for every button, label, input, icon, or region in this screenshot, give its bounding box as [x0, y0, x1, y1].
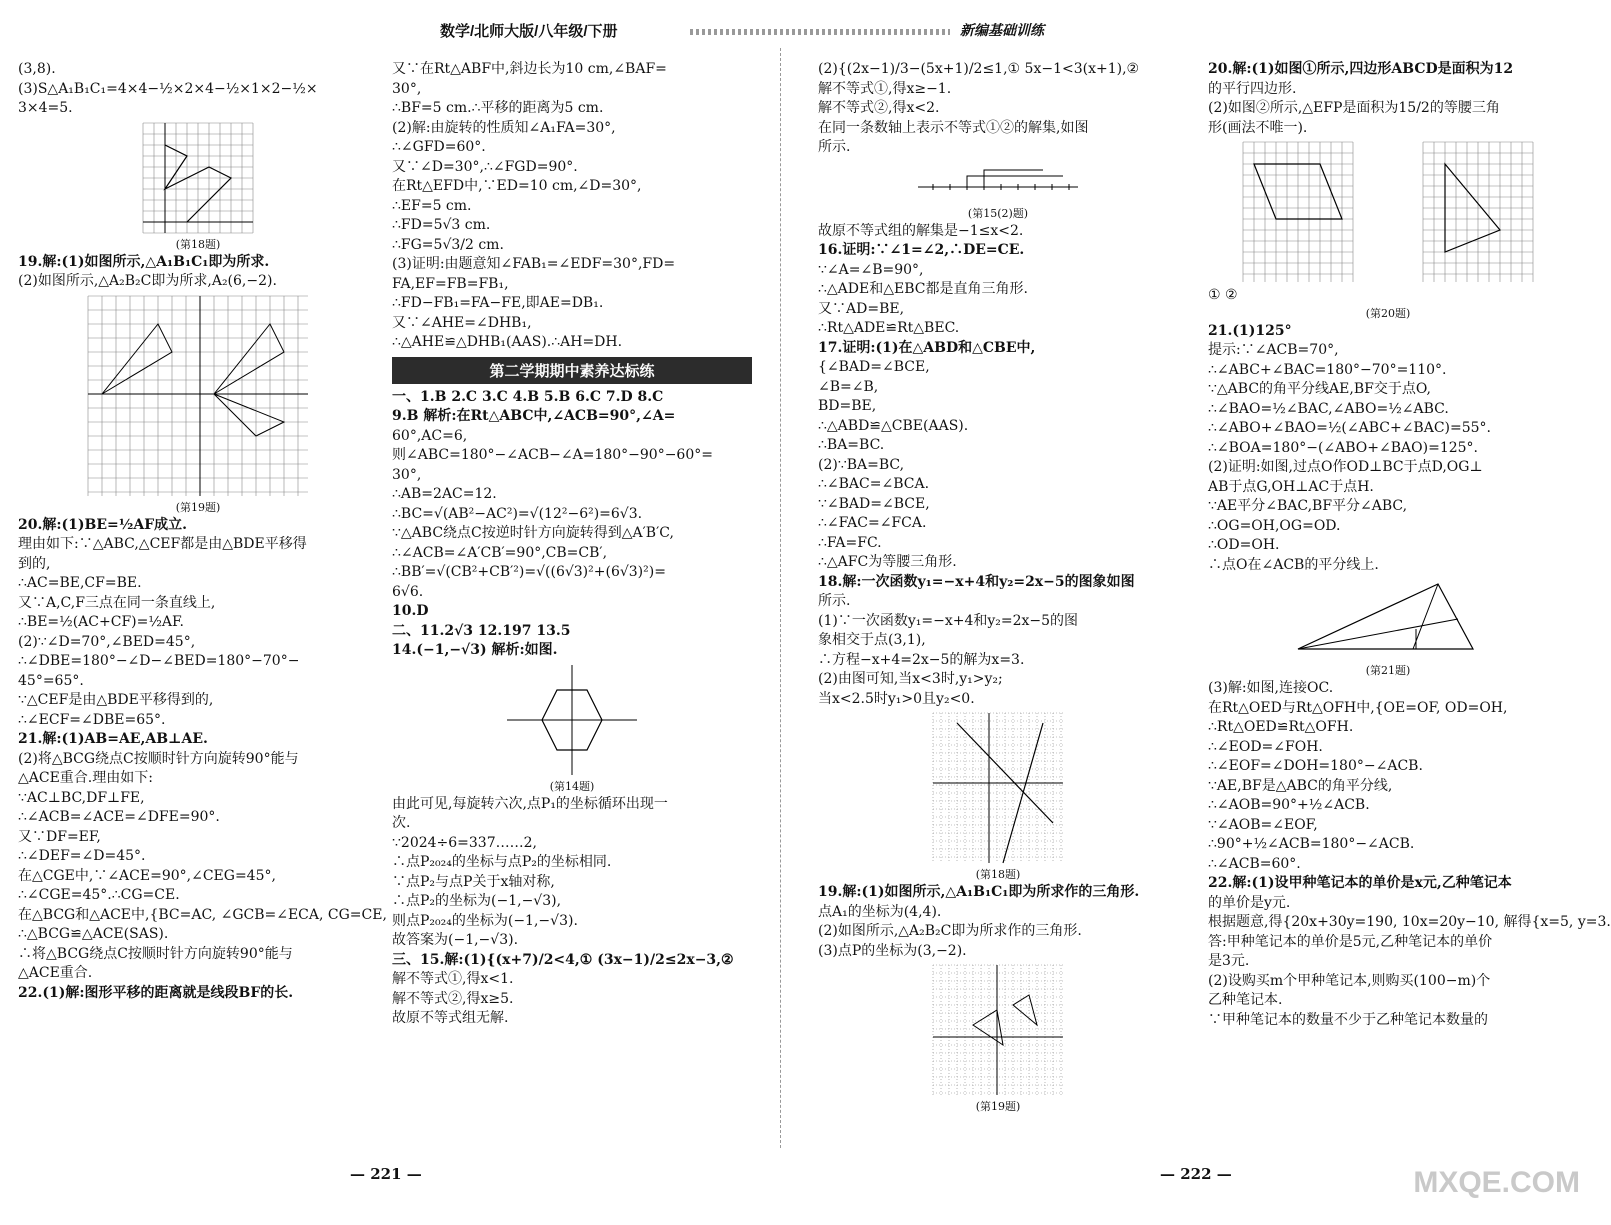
text-line: ∴∠EOD=∠FOH. — [1208, 738, 1323, 755]
text-line: 在Rt△OED与Rt△OFH中,{OE=OF, OD=OH, — [1208, 699, 1508, 716]
column-1 — [18, 60, 387, 1003]
text-line: ∴点P₂₀₂₄的坐标与点P₂的坐标相同. — [392, 854, 612, 870]
watermark: MXQE.COM — [1413, 1166, 1580, 1199]
text-line: (1)∵一次函数y₁=−x+4和y₂=2x−5的图 — [818, 612, 1079, 629]
figure-19-grid — [88, 296, 308, 496]
text-line: ∴∠ACB=∠A′CB′=90°,CB=CB′, — [392, 544, 608, 561]
text-line: ∴∠BAO=½∠BAC,∠ABO=½∠ABC. — [1208, 400, 1449, 417]
text-line: ∴∠BOA=180°−(∠ABO+∠BAO)=125°. — [1208, 439, 1478, 456]
text-line: (3,8). — [18, 61, 56, 77]
text-line: 到的, — [18, 555, 51, 572]
text-line: ∴将△BCG绕点C按顺时针方向旋转90°能与 — [18, 945, 293, 962]
text-line: ∴△BCG≌△ACE(SAS). — [18, 926, 169, 942]
figure-caption: (第18题) — [175, 237, 221, 251]
text-line: FA,EF=FB=FB₁, — [392, 275, 509, 292]
text-line: 故答案为(−1,−√3). — [392, 932, 519, 948]
text-line: ∴FG=5√3/2 cm. — [392, 236, 504, 253]
text-line: ∴Rt△ADE≌Rt△BEC. — [818, 320, 960, 336]
text-line: 又∵DF=EF, — [18, 828, 101, 845]
text-line: 点A₁的坐标为(4,4). — [818, 903, 942, 920]
text-line: △ACE重合. — [18, 965, 93, 981]
text-line: 6√6. — [392, 583, 424, 600]
column-4 — [1208, 60, 1611, 1030]
text-line: 二、11.2√3 12.197 13.5 — [392, 622, 571, 639]
text-line: ∴∠CGE=45°.∴CG=CE. — [18, 887, 180, 903]
column-3 — [818, 60, 1178, 1115]
brand-title: 新编基础训练 — [960, 24, 1044, 39]
text-line: ∴△ADE和△EBC都是直角三角形. — [818, 281, 1028, 297]
text-line: ∴∠EOF=∠DOH=180°−∠ACB. — [1208, 758, 1423, 774]
text-line: ∴FA=FC. — [818, 534, 882, 551]
text-line: ∴△AHE≌△DHB₁(AAS).∴AH=DH. — [392, 334, 623, 350]
text-line: ∴BF=5 cm.∴平移的距离为5 cm. — [392, 100, 604, 116]
text-line: 60°,AC=6, — [392, 427, 468, 444]
text-line: 当x<2.5时y₁>0且y₂<0. — [818, 690, 975, 707]
text-line: ∴BC=√(AB²−AC²)=√(12²−6²)=6√3. — [392, 505, 643, 522]
text-line: 在Rt△EFD中,∵ED=10 cm,∠D=30°, — [392, 178, 642, 194]
text-line: (2){(2x−1)/3−(5x+1)/2≤1,① 5x−1<3(x+1),② — [818, 61, 1140, 77]
text-line: BD=BE, — [818, 398, 877, 414]
text-line: ∴∠AOB=90°+½∠ACB. — [1208, 797, 1370, 813]
text-line: ∴Rt△OED≌Rt△OFH. — [1208, 719, 1354, 735]
text-line: ∵∠A=∠B=90°, — [818, 261, 924, 278]
text-line: ∴FD=5√3 cm. — [392, 217, 491, 233]
text-line: (3)证明:由题意知∠FAB₁=∠EDF=30°,FD= — [392, 256, 676, 272]
text-line: ∵AC⊥BC,DF⊥FE, — [18, 789, 145, 806]
page-header — [440, 20, 1080, 42]
text-line: 21.解:(1)AB=AE,AB⊥AE. — [18, 731, 208, 747]
figure-caption: (第21题) — [1365, 664, 1411, 677]
text-line: 20.解:(1)如图①所示,四边形ABCD是面积为12 — [1208, 61, 1514, 77]
text-line: ① ② — [1208, 287, 1238, 303]
text-line: 10.D — [392, 603, 429, 619]
page-number-right: — 222 — — [1160, 1165, 1232, 1183]
text-line: (2)将△BCG绕点C按顺时针方向旋转90°能与 — [18, 750, 299, 767]
text-line: 提示:∵∠ACB=70°, — [1208, 342, 1339, 358]
text-line: ∵∠AOB=∠EOF, — [1208, 816, 1318, 833]
text-line: 由此可见,每旋转六次,点P₁的坐标循环出现一 — [392, 795, 668, 812]
text-line: ∴AB=2AC=12. — [392, 486, 497, 502]
text-line: ∵∠BAD=∠BCE, — [818, 495, 930, 512]
page-divider — [780, 48, 781, 1148]
text-line: ∴△ABD≌△CBE(AAS). — [818, 417, 969, 434]
text-line: (3)解:如图,连接OC. — [1208, 680, 1334, 696]
text-line: ∴AC=BE,CF=BE. — [18, 575, 142, 591]
text-line: (2)证明:如图,过点O作OD⊥BC于点D,OG⊥ — [1208, 459, 1483, 475]
column-2 — [392, 60, 752, 1029]
text-line: 的单价是y元. — [1208, 894, 1291, 911]
text-line: ∴∠ACB=60°. — [1208, 855, 1301, 872]
text-line: ∵△ABC绕点C按逆时针方向旋转得到△A′B′C, — [392, 525, 674, 541]
text-line: 30°, — [392, 80, 422, 97]
text-line: 解不等式②,得x≥5. — [392, 990, 514, 1007]
series-title: 数学/北师大版/八年级/下册 — [440, 23, 618, 40]
text-line: ∴BE=½(AC+CF)=½AF. — [18, 614, 185, 630]
text-line: 在同一条数轴上表示不等式①②的解集,如图 — [818, 119, 1089, 136]
text-line: 14.(−1,−√3) 解析:如图. — [392, 642, 558, 658]
text-line: 16.证明:∵∠1=∠2,∴DE=CE. — [818, 242, 1025, 258]
text-line: 象相交于点(3,1), — [818, 632, 926, 648]
text-line: 解不等式①,得x<1. — [392, 971, 514, 987]
text-line: 答:甲种笔记本的单价是5元,乙种笔记本的单价 — [1208, 933, 1493, 950]
text-line: (2)如图②所示,△EFP是面积为15/2的等腰三角 — [1208, 100, 1500, 116]
figure-caption: (第14题) — [549, 779, 595, 793]
text-line: 9.B 解析:在Rt△ABC中,∠ACB=90°,∠A= — [392, 408, 676, 424]
text-line: ∴∠ACB=∠ACE=∠DFE=90°. — [18, 809, 220, 825]
text-line: 所示. — [818, 593, 851, 609]
text-line: ∴EF=5 cm. — [392, 197, 472, 214]
figure-caption: (第20题) — [1365, 306, 1411, 320]
text-line: ∵AE,BF是△ABC的角平分线, — [1208, 777, 1393, 794]
text-line: 则点P₂₀₂₄的坐标为(−1,−√3). — [392, 912, 578, 929]
text-line: (3)点P的坐标为(3,−2). — [818, 942, 967, 959]
figure-caption: (第18题) — [975, 868, 1021, 881]
text-line: 解不等式①,得x≥−1. — [818, 80, 952, 97]
text-line: 又∵∠D=30°,∴∠FGD=90°. — [392, 158, 578, 175]
text-line: 的平行四边形. — [1208, 80, 1297, 97]
text-line: 19.解:(1)如图所示,△A₁B₁C₁即为所求. — [18, 253, 270, 270]
figure-18-function-graph — [933, 713, 1063, 863]
text-line: 故原不等式组无解. — [392, 1010, 509, 1026]
text-line: 故原不等式组的解集是−1≤x<2. — [818, 222, 1024, 239]
text-line: 又∵AD=BE, — [818, 300, 905, 317]
text-line: 20.解:(1)BE=½AF成立. — [18, 516, 188, 533]
page-number-left: — 221 — — [350, 1165, 422, 1183]
header-dots — [690, 29, 950, 35]
text-line: (2)如图所示,△A₂B₂C即为所求作的三角形. — [818, 923, 1082, 939]
figure-caption: (第15(2)题) — [967, 206, 1029, 220]
text-line: 17.证明:(1)在△ABD和△CBE中, — [818, 339, 1036, 356]
text-line: ∴∠DEF=∠D=45°. — [18, 848, 146, 864]
text-line: ∴OD=OH. — [1208, 537, 1280, 553]
figure-caption: (第19题) — [175, 500, 221, 514]
text-line: 45°=65°. — [18, 672, 84, 689]
figure-14-hexagon — [507, 665, 637, 775]
figure-19-coordinate-grid — [933, 965, 1063, 1095]
figure-20-grid-1 — [1243, 142, 1353, 282]
text-line: ∴点P₂的坐标为(−1,−√3), — [392, 893, 562, 909]
text-line: (3)S△A₁B₁C₁=4×4−½×2×4−½×1×2−½× — [18, 80, 318, 97]
text-line: 理由如下:∵△ABC,△CEF都是由△BDE平移得 — [18, 536, 307, 552]
text-line: ∴方程−x+4=2x−5的解为x=3. — [818, 651, 1025, 668]
text-line: 形(画法不唯一). — [1208, 119, 1308, 136]
text-line: ∴∠BAC=∠BCA. — [818, 476, 930, 492]
text-line: 是3元. — [1208, 953, 1250, 969]
figure-20-grid-2 — [1423, 142, 1533, 282]
text-line: ∠B=∠B, — [818, 378, 879, 395]
text-line: ∴△AFC为等腰三角形. — [818, 554, 957, 570]
text-line: 19.解:(1)如图所示,△A₁B₁C₁即为所求作的三角形. — [818, 884, 1140, 900]
text-line: ∵甲种笔记本的数量不少于乙种笔记本数量的 — [1208, 1011, 1488, 1028]
text-line: (2)设购买m个甲种笔记本,则购买(100−m)个 — [1208, 972, 1491, 989]
text-line: {∠BAD=∠BCE, — [818, 359, 930, 375]
text-line: 根据题意,得{20x+30y=190, 10x=20y−10, 解得{x=5, y=3. — [1208, 914, 1611, 930]
text-line: 在△BCG和△ACE中,{BC=AC, ∠GCB=∠ECA, CG=CE, — [18, 906, 387, 923]
section-banner: 第二学期期中素养达标练 — [392, 357, 752, 384]
text-line: (2)如图所示,△A₂B₂C即为所求,A₂(6,−2). — [18, 273, 277, 289]
text-line: (2)由图可知,当x<3时,y₁>y₂; — [818, 671, 1003, 687]
text-line: ∵△ABC的角平分线AE,BF交于点O, — [1208, 381, 1431, 397]
text-line: (2)解:由旋转的性质知∠A₁FA=30°, — [392, 119, 616, 136]
text-line: ∴∠FAC=∠FCA. — [818, 515, 927, 531]
figure-caption: (第19题) — [975, 1100, 1021, 1113]
figure-20-pair — [1208, 138, 1568, 286]
text-line: ∵△CEF是由△BDE平移得到的, — [18, 692, 214, 708]
text-line: ∴∠ABO+∠BAO=½(∠ABC+∠BAC)=55°. — [1208, 420, 1492, 436]
text-line: 又∵∠AHE=∠DHB₁, — [392, 314, 532, 331]
figure-21-triangle — [1288, 579, 1488, 659]
text-line: 一、1.B 2.C 3.C 4.B 5.B 6.C 7.D 8.C — [392, 388, 664, 405]
text-line: △ACE重合.理由如下: — [18, 770, 153, 786]
figure-18-grid — [143, 123, 253, 233]
text-line: ∴∠ECF=∠DBE=65°. — [18, 711, 166, 728]
text-line: AB于点G,OH⊥AC于点H. — [1208, 478, 1374, 495]
text-line: 所示. — [818, 139, 851, 155]
text-line: 3×4=5. — [18, 100, 73, 116]
text-line: 乙种笔记本. — [1208, 992, 1283, 1008]
text-line: 又∵在Rt△ABF中,斜边长为10 cm,∠BAF= — [392, 61, 667, 77]
text-line: 18.解:一次函数y₁=−x+4和y₂=2x−5的图象如图 — [818, 573, 1135, 590]
text-line: ∴∠GFD=60°. — [392, 139, 486, 155]
text-line: ∴BA=BC. — [818, 437, 885, 453]
number-line-figure — [913, 162, 1083, 202]
text-line: (2)∵∠D=70°,∠BED=45°, — [18, 633, 196, 650]
text-line: 次. — [392, 815, 411, 831]
text-line: 22.解:(1)设甲种笔记本的单价是x元,乙种笔记本 — [1208, 875, 1512, 891]
text-line: 又∵A,C,F三点在同一条直线上, — [18, 594, 216, 611]
text-line: 则∠ABC=180°−∠ACB−∠A=180°−90°−60°= — [392, 447, 713, 463]
text-line: ∵点P₂与点P关于x轴对称, — [392, 873, 555, 890]
text-line: 30°, — [392, 466, 422, 483]
text-line: ∴90°+½∠ACB=180°−∠ACB. — [1208, 836, 1415, 852]
text-line: 21.(1)125° — [1208, 322, 1292, 339]
text-line: ∴BB′=√(CB²+CB′²)=√((6√3)²+(6√3)²)= — [392, 564, 666, 580]
text-line: 解不等式②,得x<2. — [818, 100, 940, 116]
text-line: (2)∵BA=BC, — [818, 456, 905, 473]
text-line: ∴FD−FB₁=FA−FE,即AE=DB₁. — [392, 295, 604, 311]
text-line: 22.(1)解:图形平移的距离就是线段BF的长. — [18, 984, 294, 1001]
text-line: ∵2024÷6=337……2, — [392, 834, 537, 851]
text-line: ∵AE平分∠BAC,BF平分∠ABC, — [1208, 498, 1408, 514]
text-line: 在△CGE中,∵∠ACE=90°,∠CEG=45°, — [18, 867, 276, 884]
text-line: ∴点O在∠ACB的平分线上. — [1208, 556, 1379, 573]
text-line: ∴∠ABC+∠BAC=180°−70°=110°. — [1208, 361, 1447, 378]
text-line: 三、15.解:(1){(x+7)/2<4,① (3x−1)/2≤2x−3,② — [392, 951, 734, 968]
text-line: ∴OG=OH,OG=OD. — [1208, 517, 1341, 534]
text-line: ∴∠DBE=180°−∠D−∠BED=180°−70°− — [18, 653, 300, 669]
